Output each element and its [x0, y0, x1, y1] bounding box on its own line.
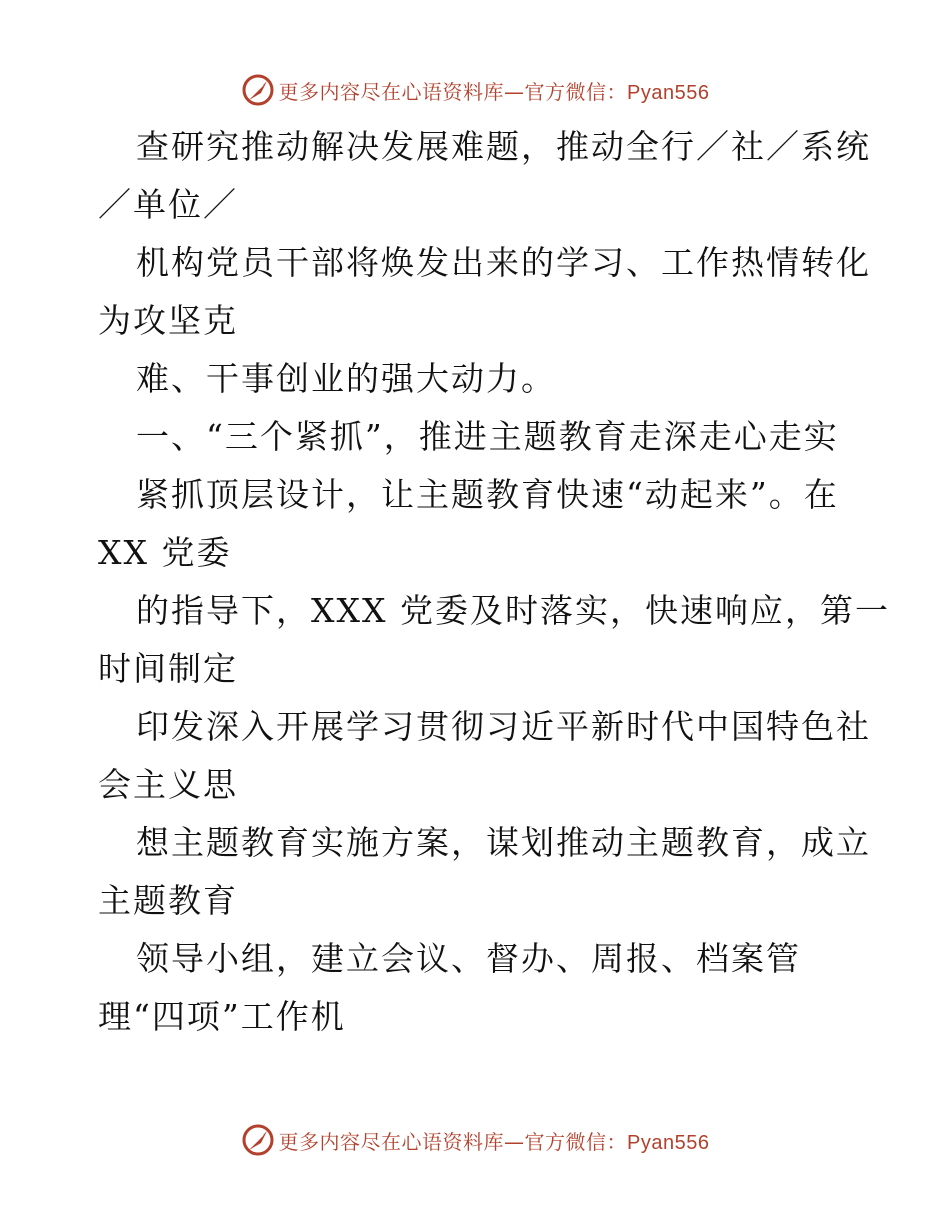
body-line: XX 党委 — [98, 533, 232, 572]
watermark-brand: 更多内容尽在心语资料库 — [278, 79, 505, 104]
body-line: 紧抓顶层设计，让主题教育快速“动起来”。在 — [136, 475, 839, 514]
watermark-text — [279, 1126, 710, 1155]
body-line: ／单位／ — [98, 185, 238, 224]
body-line: 会主义思 — [98, 765, 238, 804]
watermark-brand: 更多内容尽在心语资料库 — [278, 1129, 505, 1154]
section-heading: 一、“三个紧抓”，推进主题教育走深走心走实 — [136, 417, 839, 456]
body-line: 机构党员干部将焕发出来的学习、工作热情转化 — [136, 243, 871, 282]
watermark-wechat-label: 官方微信： — [524, 1129, 628, 1154]
body-line: 想主题教育实施方案，谋划推动主题教育，成立 — [136, 823, 871, 862]
feather-logo-icon — [241, 73, 275, 107]
watermark-text — [279, 76, 710, 105]
watermark-wechat-id: Pyan556 — [627, 81, 710, 104]
body-line: 查研究推动解决发展难题，推动全行／社／系统 — [136, 127, 871, 166]
body-line: 理“四项”工作机 — [98, 997, 346, 1036]
body-line: 领导小组，建立会议、督办、周报、档案管 — [136, 939, 801, 978]
watermark-wechat-id: Pyan556 — [627, 1131, 710, 1154]
header-watermark — [0, 70, 950, 110]
feather-logo-icon — [241, 1123, 275, 1157]
watermark-wechat-label: 官方微信： — [524, 79, 628, 104]
document-body — [98, 118, 890, 1046]
watermark-dash: — — [504, 1129, 525, 1154]
watermark-dash: — — [504, 79, 525, 104]
body-line: 难、干事创业的强大动力。 — [136, 359, 556, 398]
body-line: 主题教育 — [98, 881, 238, 920]
body-line: 印发深入开展学习贯彻习近平新时代中国特色社 — [136, 707, 871, 746]
footer-watermark — [0, 1120, 950, 1160]
body-line: 时间制定 — [98, 649, 238, 688]
body-line: 为攻坚克 — [98, 301, 238, 340]
body-line: 的指导下，XXX 党委及时落实，快速响应，第一 — [136, 591, 890, 630]
